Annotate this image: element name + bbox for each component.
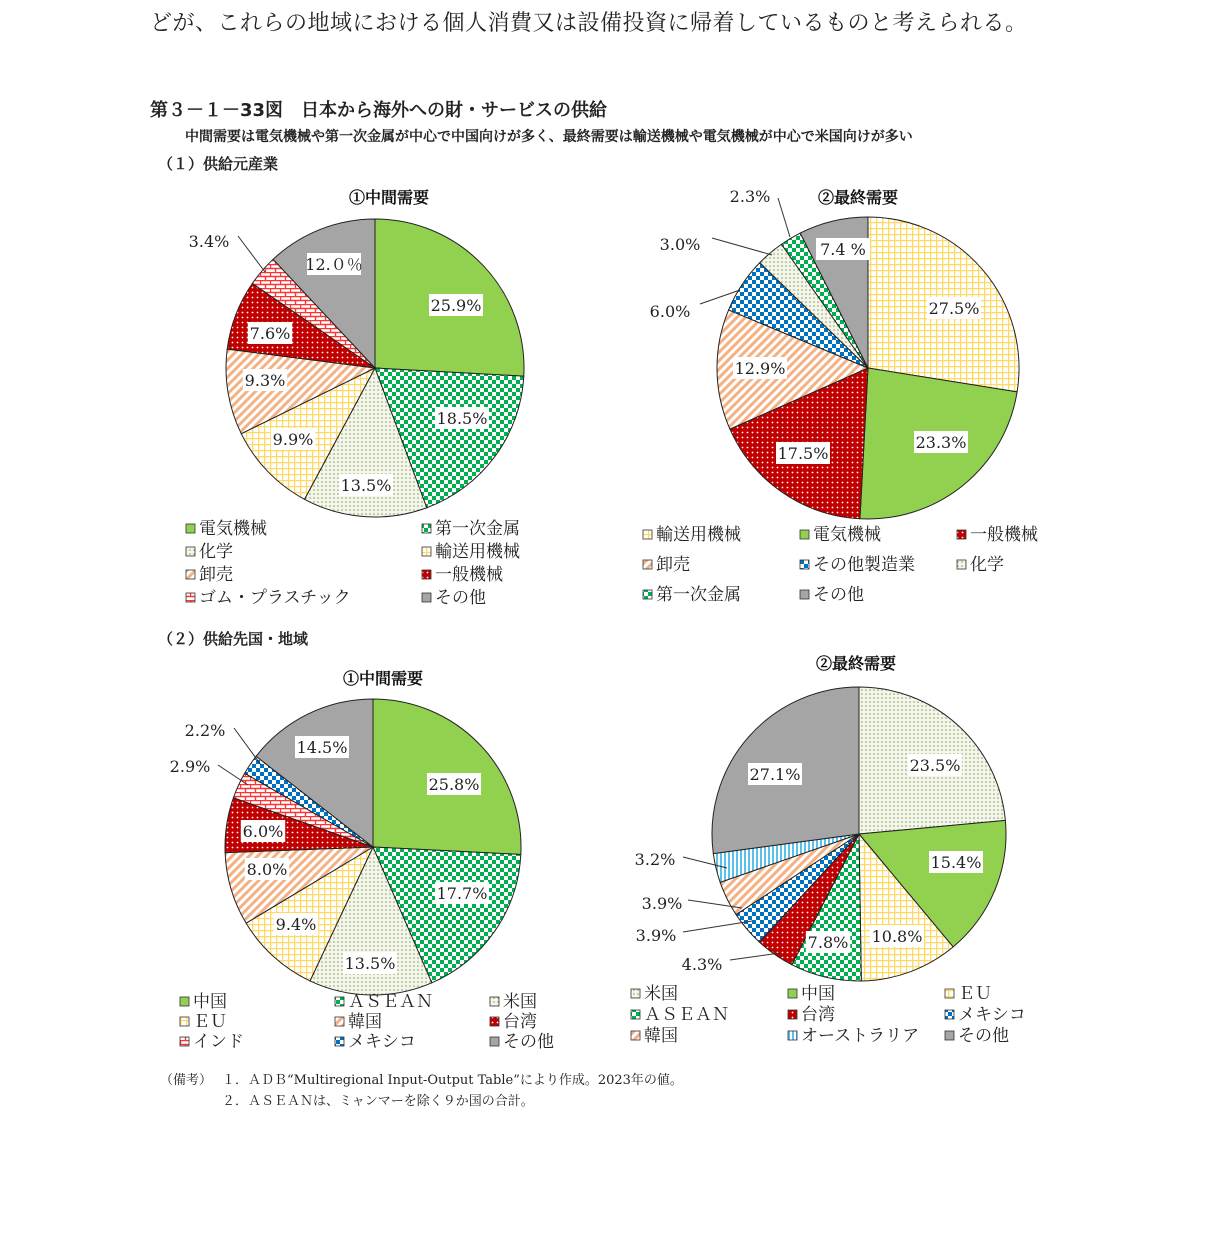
legend-swatch-c3-1 xyxy=(335,997,344,1006)
data-label-c3-3: 9.4% xyxy=(275,915,317,934)
legend-swatch-c1-6 xyxy=(186,593,195,602)
legend-swatch-c4-4 xyxy=(788,1010,797,1019)
data-label-c1-1: 18.5% xyxy=(436,409,488,428)
legend-swatch-c3-3 xyxy=(180,1017,189,1026)
legend-label-c4-0: 米国 xyxy=(644,984,678,1004)
legend-label-c3-1: ＡＳＥＡＮ xyxy=(348,992,433,1012)
data-label-c4-4: 4.3% xyxy=(681,955,723,974)
leader-line-c4-5 xyxy=(683,921,752,932)
data-label-c2-6: 2.3% xyxy=(729,187,771,206)
data-label-c1-0: 25.9% xyxy=(430,296,482,315)
data-label-c4-2: 10.8% xyxy=(871,927,923,946)
leader-line-c2-6 xyxy=(778,198,790,237)
legend-label-c2-6: 第一次金属 xyxy=(656,585,741,605)
legend-swatch-c4-8 xyxy=(945,1031,954,1040)
data-label-c1-3: 9.9% xyxy=(272,430,314,449)
data-label-c4-0: 23.5% xyxy=(909,756,961,775)
data-label-c2-1: 23.3% xyxy=(915,433,967,452)
legend-label-c3-4: 韓国 xyxy=(348,1012,382,1032)
data-label-c3-2: 13.5% xyxy=(344,954,396,973)
legend-label-c4-1: 中国 xyxy=(801,984,835,1004)
legend-swatch-c3-4 xyxy=(335,1017,344,1026)
legend-label-c4-3: ＡＳＥＡＮ xyxy=(644,1005,729,1025)
data-label-c4-8: 27.1% xyxy=(749,765,801,784)
legend-label-c1-5: 一般機械 xyxy=(435,565,503,585)
legend-swatch-c4-1 xyxy=(788,989,797,998)
pie-chart-c1 xyxy=(186,188,524,608)
legend-label-c4-8: その他 xyxy=(958,1026,1009,1046)
legend-label-c3-8: その他 xyxy=(503,1032,554,1052)
legend-label-c3-0: 中国 xyxy=(193,992,227,1012)
legend-label-c1-0: 電気機械 xyxy=(199,519,267,539)
legend-label-c3-7: メキシコ xyxy=(348,1032,416,1052)
pie-chart-c4 xyxy=(631,654,1026,1046)
legend-label-c1-3: 輸送用機械 xyxy=(435,542,520,562)
leader-line-c2-5 xyxy=(712,238,772,255)
legend-swatch-c2-4 xyxy=(800,560,809,569)
legend-label-c4-2: ＥＵ xyxy=(958,984,992,1004)
legend-label-c1-4: 卸売 xyxy=(199,565,233,585)
data-label-c4-3: 7.8% xyxy=(807,933,849,952)
note-1: １．ＡＤＢ“Multiregional Input-Output Table”により作成。2023年の値。 xyxy=(222,1073,683,1088)
data-label-c1-6: 3.4% xyxy=(188,232,230,251)
legend-swatch-c3-5 xyxy=(490,1017,499,1026)
leader-line-c4-4 xyxy=(730,953,780,960)
data-label-c1-4: 9.3% xyxy=(244,371,286,390)
data-label-c2-3: 12.9% xyxy=(734,359,786,378)
legend-swatch-c2-5 xyxy=(957,560,966,569)
legend-label-c1-1: 第一次金属 xyxy=(435,519,520,539)
notes-heading: （備考） xyxy=(160,1073,213,1088)
data-label-c3-4: 8.0% xyxy=(246,860,288,879)
data-label-c4-6: 3.9% xyxy=(641,894,683,913)
legend-label-c4-5: メキシコ xyxy=(958,1005,1026,1025)
legend-swatch-c2-1 xyxy=(800,530,809,539)
legend-label-c2-3: 卸売 xyxy=(656,555,690,575)
leader-line-c1-6 xyxy=(238,236,265,272)
data-label-c2-7: 7.4 % xyxy=(820,240,866,259)
legend-swatch-c2-0 xyxy=(643,530,652,539)
legend-swatch-c4-5 xyxy=(945,1010,954,1019)
chart-title-c3: ①中間需要 xyxy=(342,669,424,688)
legend-label-c1-2: 化学 xyxy=(199,542,233,562)
legend-swatch-c4-7 xyxy=(788,1031,797,1040)
intro-text: どが、これらの地域における個人消費又は設備投資に帰着しているものと考えられる。 xyxy=(150,11,1028,36)
legend-swatch-c2-6 xyxy=(643,590,652,599)
legend-label-c2-2: 一般機械 xyxy=(970,525,1038,545)
data-label-c1-2: 13.5% xyxy=(340,476,392,495)
figure-subtitle: 中間需要は電気機械や第一次金属が中心で中国向けが多く、最終需要は輸送機械や電気機械が中心で米国向けが多い xyxy=(185,129,913,145)
legend-swatch-c1-5 xyxy=(422,570,431,579)
legend-label-c3-3: ＥＵ xyxy=(193,1012,227,1032)
legend-label-c2-7: その他 xyxy=(813,585,864,605)
data-label-c2-4: 6.0% xyxy=(649,302,691,321)
legend-swatch-c3-7 xyxy=(335,1037,344,1046)
data-label-c3-7: 2.2% xyxy=(184,721,226,740)
legend-label-c3-2: 米国 xyxy=(503,992,537,1012)
legend-swatch-c1-1 xyxy=(422,524,431,533)
legend-swatch-c1-4 xyxy=(186,570,195,579)
legend-swatch-c3-2 xyxy=(490,997,499,1006)
legend-label-c3-5: 台湾 xyxy=(503,1012,537,1032)
legend-label-c4-7: オーストラリア xyxy=(801,1026,920,1046)
legend-swatch-c1-7 xyxy=(422,593,431,602)
section-heading-destination: （２）供給先国・地域 xyxy=(158,630,309,648)
legend-swatch-c3-8 xyxy=(490,1037,499,1046)
data-label-c3-1: 17.7% xyxy=(436,884,488,903)
data-label-c2-0: 27.5% xyxy=(928,299,980,318)
data-label-c2-2: 17.5% xyxy=(777,444,829,463)
legend-swatch-c1-3 xyxy=(422,547,431,556)
legend-swatch-c2-3 xyxy=(643,560,652,569)
legend-label-c2-4: その他製造業 xyxy=(813,555,915,575)
leader-line-c3-7 xyxy=(234,728,261,765)
legend-label-c2-0: 輸送用機械 xyxy=(656,525,741,545)
legend-swatch-c2-2 xyxy=(957,530,966,539)
legend-label-c4-6: 韓国 xyxy=(644,1026,678,1046)
section-heading-industry: （１）供給元産業 xyxy=(158,155,279,173)
legend-label-c3-6: インド xyxy=(193,1032,244,1052)
data-label-c3-5: 6.0% xyxy=(242,822,284,841)
legend-label-c2-1: 電気機械 xyxy=(813,525,881,545)
legend-swatch-c4-3 xyxy=(631,1010,640,1019)
note-2: ２．ＡＳＥＡＮは、ミャンマーを除く９か国の合計。 xyxy=(222,1094,534,1109)
legend-swatch-c3-6 xyxy=(180,1037,189,1046)
figure-title: 第３－１－33図 日本から海外への財・サービスの供給 xyxy=(150,100,608,121)
legend-swatch-c2-7 xyxy=(800,590,809,599)
chart-title-c4: ②最終需要 xyxy=(815,654,897,673)
legend-swatch-c4-0 xyxy=(631,989,640,998)
data-label-c4-5: 3.9% xyxy=(635,926,677,945)
data-label-c1-7: 12.０％ xyxy=(305,255,363,274)
legend-swatch-c4-6 xyxy=(631,1031,640,1040)
data-label-c3-0: 25.8% xyxy=(428,775,480,794)
legend-swatch-c3-0 xyxy=(180,997,189,1006)
legend-label-c1-7: その他 xyxy=(435,588,486,608)
legend-label-c4-4: 台湾 xyxy=(801,1005,835,1025)
data-label-c4-7: 3.2% xyxy=(634,850,676,869)
legend-swatch-c1-0 xyxy=(186,524,195,533)
data-label-c2-5: 3.0% xyxy=(659,235,701,254)
data-label-c3-6: 2.9% xyxy=(169,757,211,776)
chart-title-c1: ①中間需要 xyxy=(348,188,430,207)
legend-swatch-c4-2 xyxy=(945,989,954,998)
data-label-c4-1: 15.4% xyxy=(930,853,982,872)
legend-swatch-c1-2 xyxy=(186,547,195,556)
data-label-c3-8: 14.5% xyxy=(296,738,348,757)
legend-label-c2-5: 化学 xyxy=(970,555,1004,575)
pie-chart-c2 xyxy=(643,187,1038,605)
pie-chart-c3 xyxy=(170,669,554,1052)
legend-label-c1-6: ゴム・プラスチック xyxy=(199,588,351,608)
chart-title-c2: ②最終需要 xyxy=(817,188,899,207)
data-label-c1-5: 7.6% xyxy=(249,324,291,343)
